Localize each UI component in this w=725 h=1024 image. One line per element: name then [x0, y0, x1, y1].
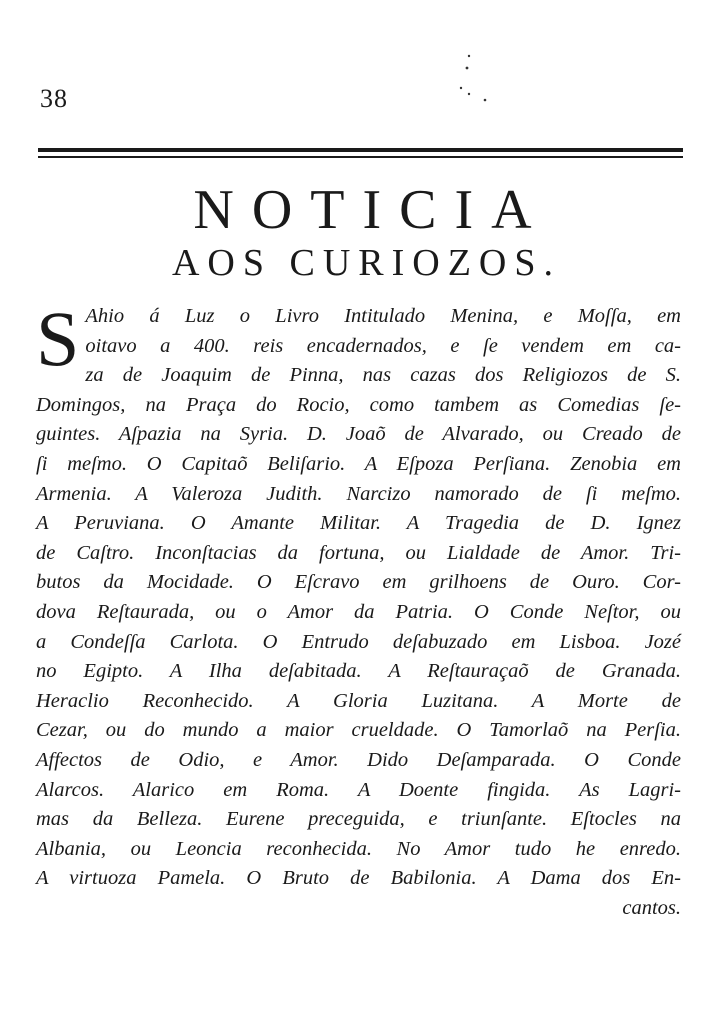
text-line: za de Joaquim de Pinna, nas cazas dos Religiozos de S. [85, 364, 681, 387]
text-line: guintes. Aſpazia na Syria. D. Joaõ de Alvarado, ou Creado de [36, 423, 681, 446]
text-line: Affectos de Odio, e Amor. Dido Deſamparada. O Conde [36, 748, 681, 771]
text-line: de Caſtro. Inconſtacias da fortuna, ou Lialdade de Amor. Tri- [36, 541, 681, 564]
text-line: dova Reſtaurada, ou o Amor da Patria. O Conde Neſtor, ou [36, 600, 681, 623]
text-line: A virtuoza Pamela. O Bruto de Babilonia. A Dama dos En- [36, 867, 681, 890]
text-line: cantos. [622, 896, 681, 919]
double-rule-bottom [38, 156, 683, 158]
text-line: Domingos, na Praça do Rocio, como tambem as Comedias ſe- [36, 393, 681, 416]
heading-line-1: NOTICIA [193, 179, 550, 241]
text-line: Alarcos. Alarico em Roma. A Doente fingida. As Lagri- [36, 778, 681, 801]
text-line: no Egipto. A Ilha deſabitada. A Reſtauraçaõ de Granada. [36, 660, 681, 683]
drop-cap: S [36, 295, 80, 382]
text-line: Armenia. A Valeroza Judith. Narcizo namorado de ſi meſmo. [36, 482, 681, 505]
text-line: ſi meſmo. O Capitaõ Beliſario. A Eſpoza Perſiana. Zenobia em [36, 452, 681, 475]
double-rule-top [38, 148, 683, 152]
text-line: Cezar, ou do mundo a maior crueldade. O Tamorlaõ na Perſia. [36, 719, 681, 742]
text-line: Heraclio Reconhecido. A Gloria Luzitana. A Morte de [36, 689, 681, 712]
text-line: a Condeſſa Carlota. O Entrudo deſabuzado em Lisboa. Jozé [36, 630, 681, 653]
heading-line-2: AOS CURIOZOS. [171, 242, 562, 284]
text-line: oitavo a 400. reis encadernados, e ſe vendem em ca- [85, 334, 681, 357]
ink-specks [455, 50, 495, 110]
text-line: Ahio á Luz o Livro Intitulado Menina, e Moſſa, em [85, 305, 681, 327]
text-line: Albania, ou Leoncia reconhecida. No Amor tudo he enredo. [36, 837, 681, 860]
page-number: 38 [40, 84, 68, 113]
text-line: A Peruviana. O Amante Militar. A Tragedia de D. Ignez [36, 512, 681, 535]
notice-body [36, 295, 681, 923]
text-line: butos da Mocidade. O Eſcravo em grilhoens de Ouro. Cor- [36, 571, 681, 594]
text-line: mas da Belleza. Eurene preceguida, e triunſante. Eſtocles na [36, 808, 681, 831]
